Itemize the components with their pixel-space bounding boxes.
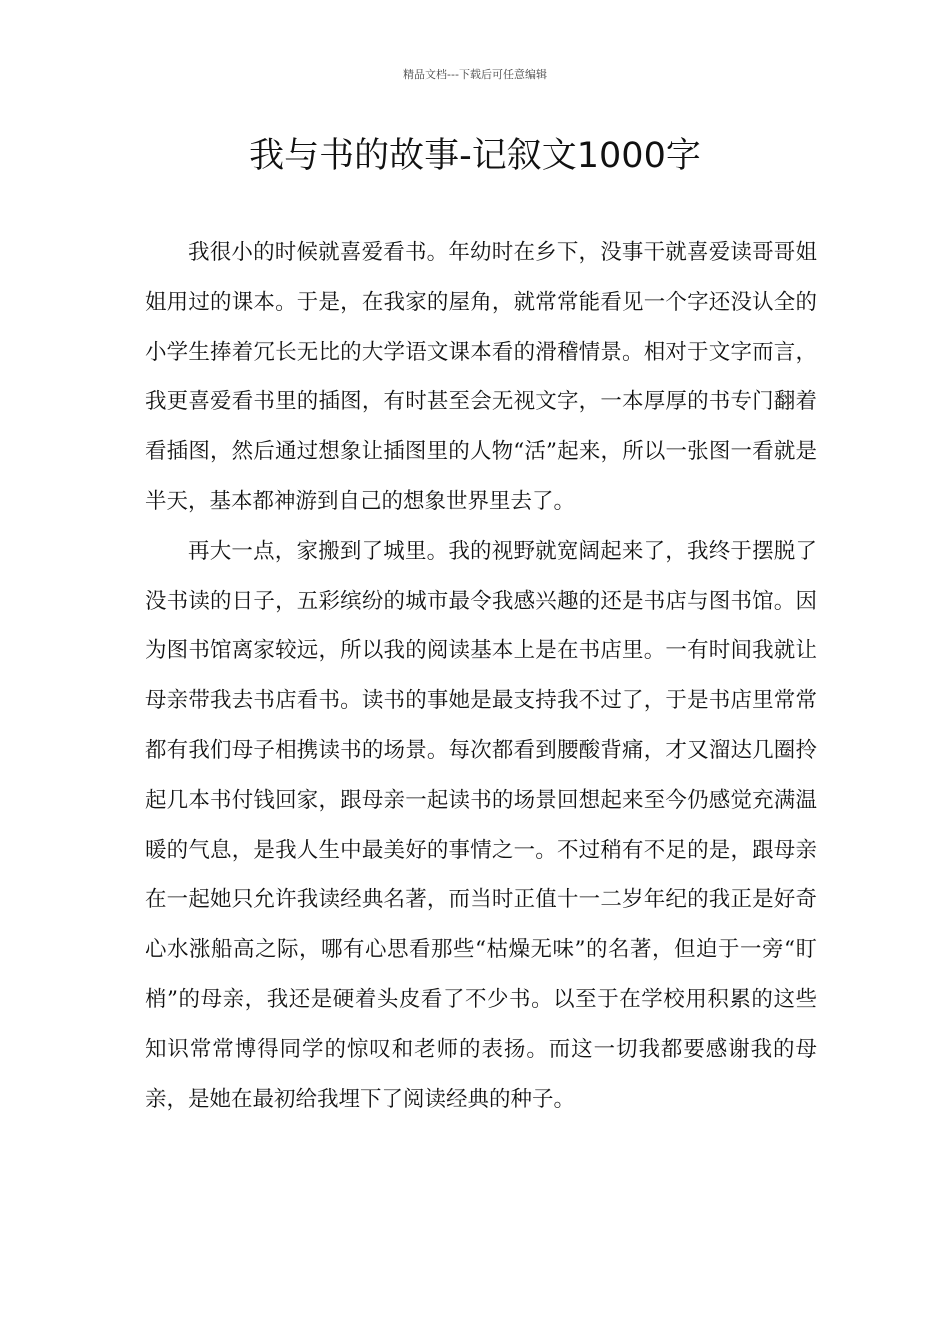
paragraph: 再大一点，家搬到了城里。我的视野就宽阔起来了，我终于摆脱了没书读的日子，五彩缤纷的城市最令我感兴趣的还是书店与图书馆。因为图书馆离家较远，所以我的阅读基本上是在书店里。一有时间我就让母亲带我去书店看书。读书的事她是最支持我不过了，于是书店里常常都有我们母子相携读书的场景。每次都看到腰酸背痛，才又溜达几圈拎起几本书付钱回家，跟母亲一起读书的场景回想起来至今仍感觉充满温暖的气息，是我人生中最美好的事情之一。不过稍有不足的是，跟母亲在一起她只允许我读经典名著，而当时正值十一二岁年纪的我正是好奇心水涨船高之际，哪有心思看那些“枯燥无味”的名著，但迫于一旁“盯梢”的母亲，我还是硬着头皮看了不少书。以至于在学校用积累的这些知识常常博得同学的惊叹和老师的表扬。而这一切我都要感谢我的母亲，是她在最初给我埋下了阅读经典的种子。 [145,538,817,1112]
document-body [145,228,817,1124]
paragraph: 我很小的时候就喜爱看书。年幼时在乡下，没事干就喜爱读哥哥姐姐用过的课本。于是，在我家的屋角，就常常能看见一个字还没认全的小学生捧着冗长无比的大学语文课本看的滑稽情景。相对于文字而言，我更喜爱看书里的插图，有时甚至会无视文字，一本厚厚的书专门翻着看插图，然后通过想象让插图里的人物“活”起来，所以一张图一看就是半天，基本都神游到自己的想象世界里去了。 [145,240,817,514]
header-note: 精品文档---下载后可任意编辑 [403,68,547,81]
document-title: 我与书的故事-记叙文1000字 [249,136,701,176]
